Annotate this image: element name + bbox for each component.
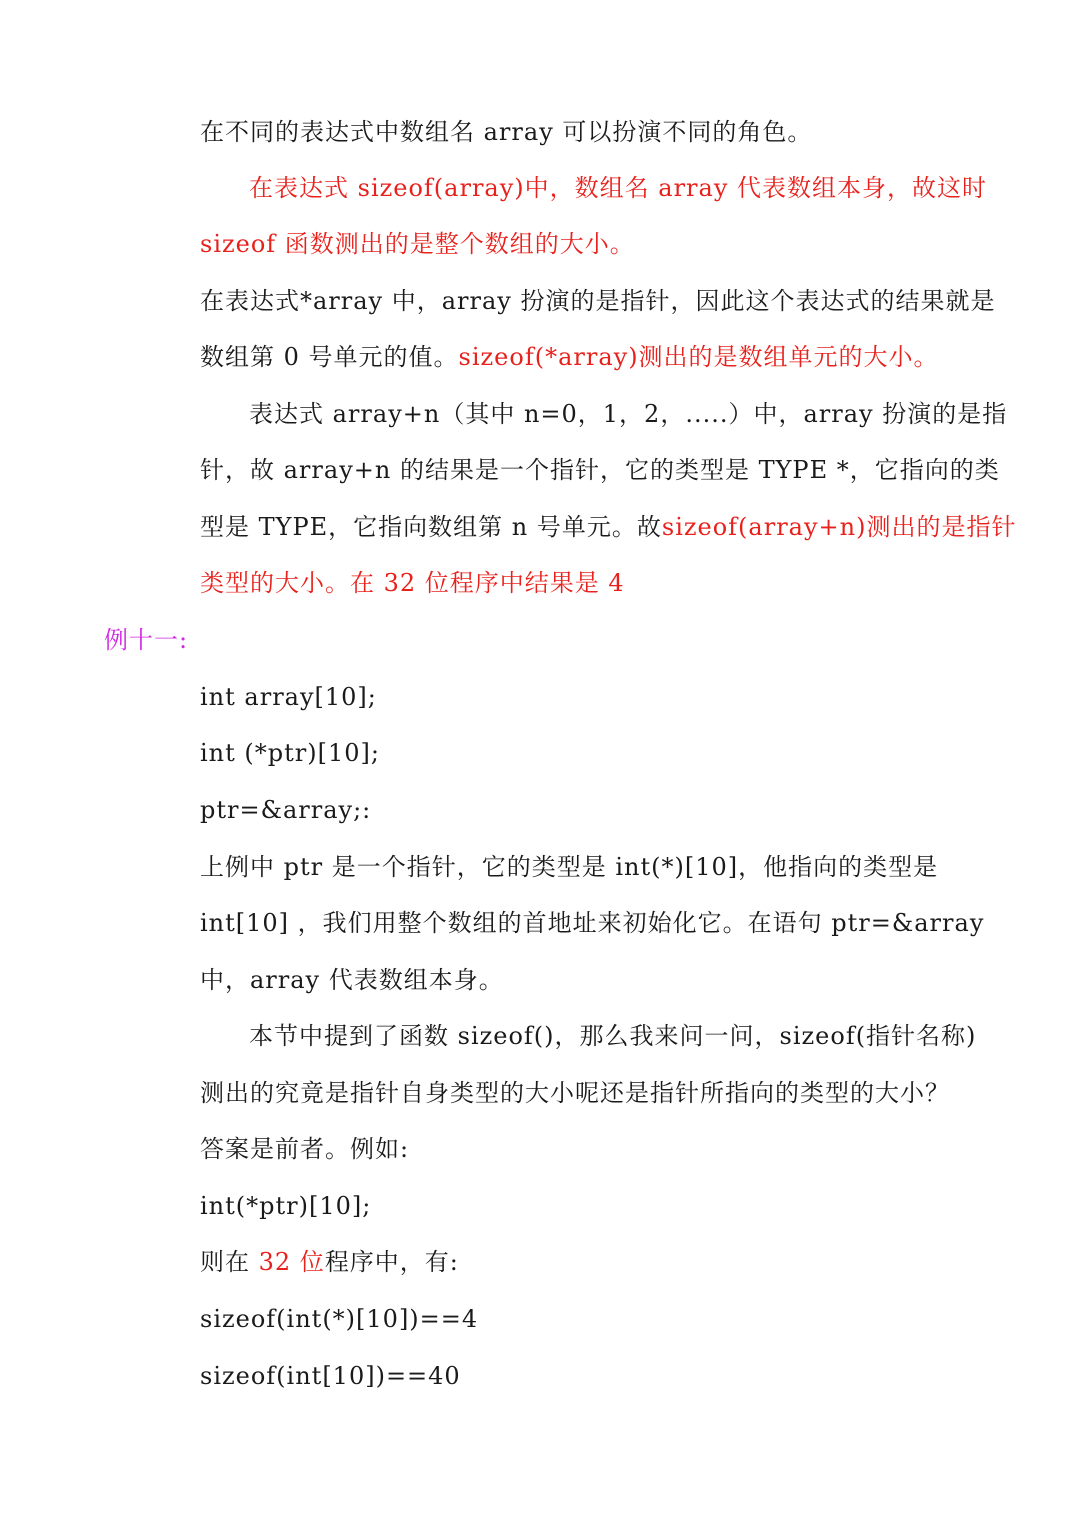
ptr-explanation-line-2: int[10] ，我们用整个数组的首地址来初始化它。在语句 ptr=&array [200,909,985,937]
deref-array-emphasis: sizeof(*array)测出的是数组单元的大小。 [458,343,939,371]
deref-array-text: 数组第 0 号单元的值。 [200,343,459,371]
bit-program-line [200,1246,459,1278]
bit-program-text-before: 则在 [200,1248,259,1276]
array-plus-n-line-4: 类型的大小。在 32 位程序中结果是 4 [200,569,625,597]
code-line: sizeof(int[10])==40 [200,1362,461,1390]
array-plus-n-line-3 [200,511,1016,543]
sizeof-question-line-1: 本节中提到了函数 sizeof()，那么我来问一问，sizeof(指针名称) [249,1022,977,1050]
deref-array-line-2 [200,341,939,373]
code-line: sizeof(int(*)[10])==4 [200,1305,479,1333]
ptr-explanation-line-1: 上例中 ptr 是一个指针，它的类型是 int(*)[10]，他指向的类型是 [200,853,939,881]
sizeof-answer: 答案是前者。例如: [200,1135,410,1163]
bit-program-text-after: 程序中，有: [324,1248,459,1276]
sizeof-array-line-1: 在表达式 sizeof(array)中，数组名 array 代表数组本身，故这时 [249,174,988,202]
array-plus-n-line-1: 表达式 array+n（其中 n=0，1，2，.....）中，array 扮演的是指 [249,400,1008,428]
code-line: int (*ptr)[10]; [200,739,380,767]
example-heading: 例十一: [104,626,189,654]
bit-program-emphasis: 32 位 [258,1248,325,1276]
code-line: ptr=&array;: [200,796,372,824]
sizeof-question-line-2: 测出的究竟是指针自身类型的大小呢还是指针所指向的类型的大小？ [200,1079,950,1107]
sizeof-array-line-2: sizeof 函数测出的是整个数组的大小。 [200,230,635,258]
ptr-explanation-line-3: 中，array 代表数组本身。 [200,966,504,994]
deref-array-line-1: 在表达式*array 中，array 扮演的是指针，因此这个表达式的结果就是 [200,287,996,315]
array-plus-n-line-2: 针，故 array+n 的结果是一个指针，它的类型是 TYPE *，它指向的类 [200,456,1000,484]
code-line: int array[10]; [200,683,377,711]
code-line: int(*ptr)[10]; [200,1192,372,1220]
array-plus-n-emphasis: sizeof(array+n)测出的是指针 [661,513,1017,541]
paragraph-array-roles: 在不同的表达式中数组名 array 可以扮演不同的角色。 [200,118,813,146]
array-plus-n-text: 型是 TYPE，它指向数组第 n 号单元。故 [200,513,662,541]
